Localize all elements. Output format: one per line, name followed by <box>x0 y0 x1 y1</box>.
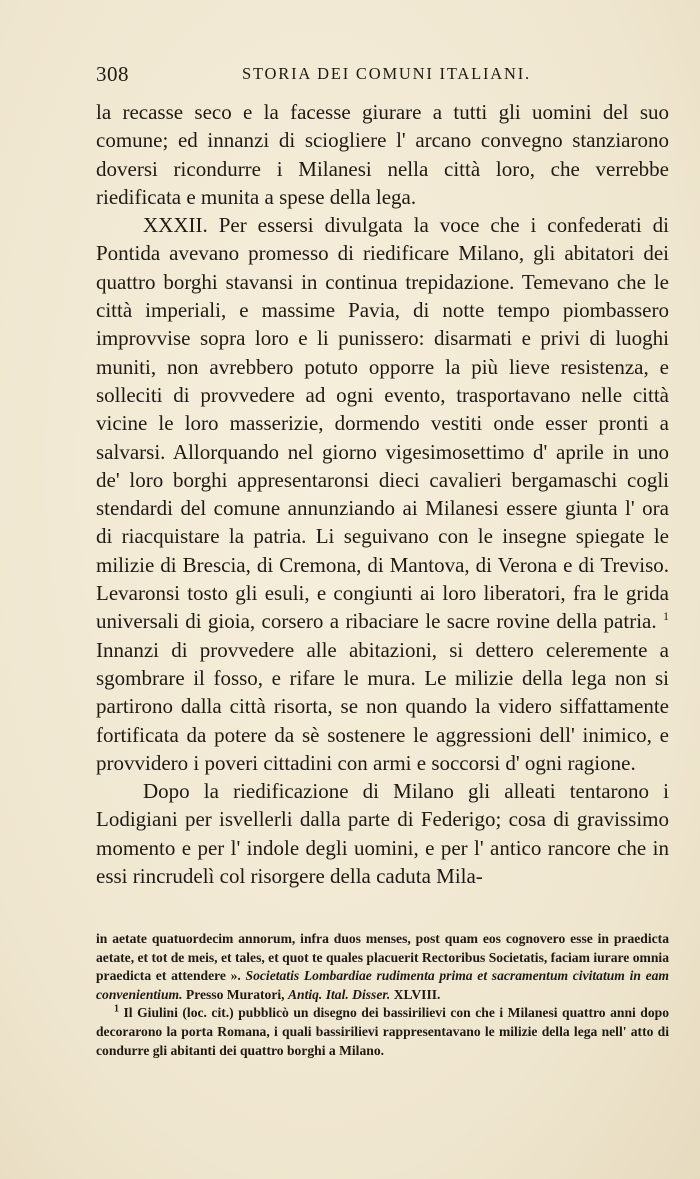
footnote-continuation-presso: Presso Muratori, <box>185 986 285 1002</box>
page-number: 308 <box>96 62 129 86</box>
footnote-continuation-text: in aetate quatuordecim annorum, infra duos menses, post quam eos cognovero esse in praedicta aetate, et tot de meis, et tales, et quot te quales placuerit Rectoribus Societatis, faciam iurare omnia praedicta et attendere ». <box>96 931 669 984</box>
footnote-continuation-title: Societatis Lombardiae rudimenta prima et sacramentum civitatum in eam convenientium. <box>96 968 670 1002</box>
footnote-continuation-number: XLVIII. <box>393 986 441 1002</box>
footnote-1-text: Il Giulini (loc. cit.) pubblicò un disegno dei bassirilievi con che i Milanesi quattro anni dopo decorarono la porta Romana, i quali bassirilievi rappresentavano le milizie della lega nell' atto di condurre gli abitanti dei quattro borghi a Milano. <box>96 1005 669 1058</box>
footnote-1-mark: 1 <box>114 1003 119 1015</box>
paragraph-xxxii-text-b: Innanzi di provvedere alle abitazioni, si dettero celeremente a sgombrare il fosso, e rifare le mura. Le milizie della lega non si partirono dalla città risorta, se non quando la videro siffattamente fortificata da potere da sè sostenere le aggressioni dell' inimico, e provvidero i poveri cittadini con armi e soccorsi d' ogni ragione. <box>96 637 669 775</box>
page-header <box>96 62 656 86</box>
footnotes <box>96 930 669 1060</box>
paragraph-continuation: la recasse seco e la facesse giurare a tutti gli uomini del suo comune; ed innanzi di sciogliere l' arcano convegno stanziarono doversi ricondurre i Milanesi nella città loro, che verrebbe riedificata e munita a spese della lega. <box>96 100 669 209</box>
running-title: STORIA DEI COMUNI ITALIANI. <box>242 64 531 83</box>
footnote-1 <box>96 1004 669 1060</box>
footnote-continuation-source: Antiq. Ital. Disser. <box>287 986 391 1002</box>
footnote-reference-1[interactable]: 1 <box>663 609 669 624</box>
paragraph-xxxii <box>96 211 669 777</box>
paragraph-lodigiani: Dopo la riedificazione di Milano gli alleati tentarono i Lodigiani per isvellerli dalla parte di Federigo; cosa di gravissimo momento e per l' indole degli uomini, e per l' antico rancore che in essi rincrudelì col risorgere della caduta Mila- <box>96 779 669 889</box>
paragraph-xxxii-text-a: XXXII. Per essersi divulgata la voce che i confederati di Pontida avevano promesso di riedificare Milano, gli abitatori dei quattro borghi stavansi in continua trepidazione. Temevano che le città imperiali, e massime Pavia, di notte tempo piombassero improvvise sopra loro e li punissero: disarmati e privi di luoghi muniti, non avrebbero potuto opporre la più lieve resistenza, e solleciti di provvedere ad ogni evento, trasportavano nelle città vicine le loro masserizie, dormendo vestiti onde esser pronti a salvarsi. Allorquando nel giorno vigesimosettimo d' aprile in uno de' loro borghi appresentaronsi dieci cavalieri bergamaschi cogli stendardi del comune annunziando ai Milanesi essere giunta l' ora di riacquistare la patria. Li seguivano con le insegne spiegate le milizie di Brescia, di Cremona, di Mantova, di Verona e di Treviso. Levaronsi tosto gli esuli, e congiunti ai loro liberatori, fra le grida universali di gioia, corsero a ribaciare le sacre rovine della patria. <box>96 213 669 634</box>
main-text <box>96 98 669 890</box>
footnote-continuation <box>96 930 669 1004</box>
